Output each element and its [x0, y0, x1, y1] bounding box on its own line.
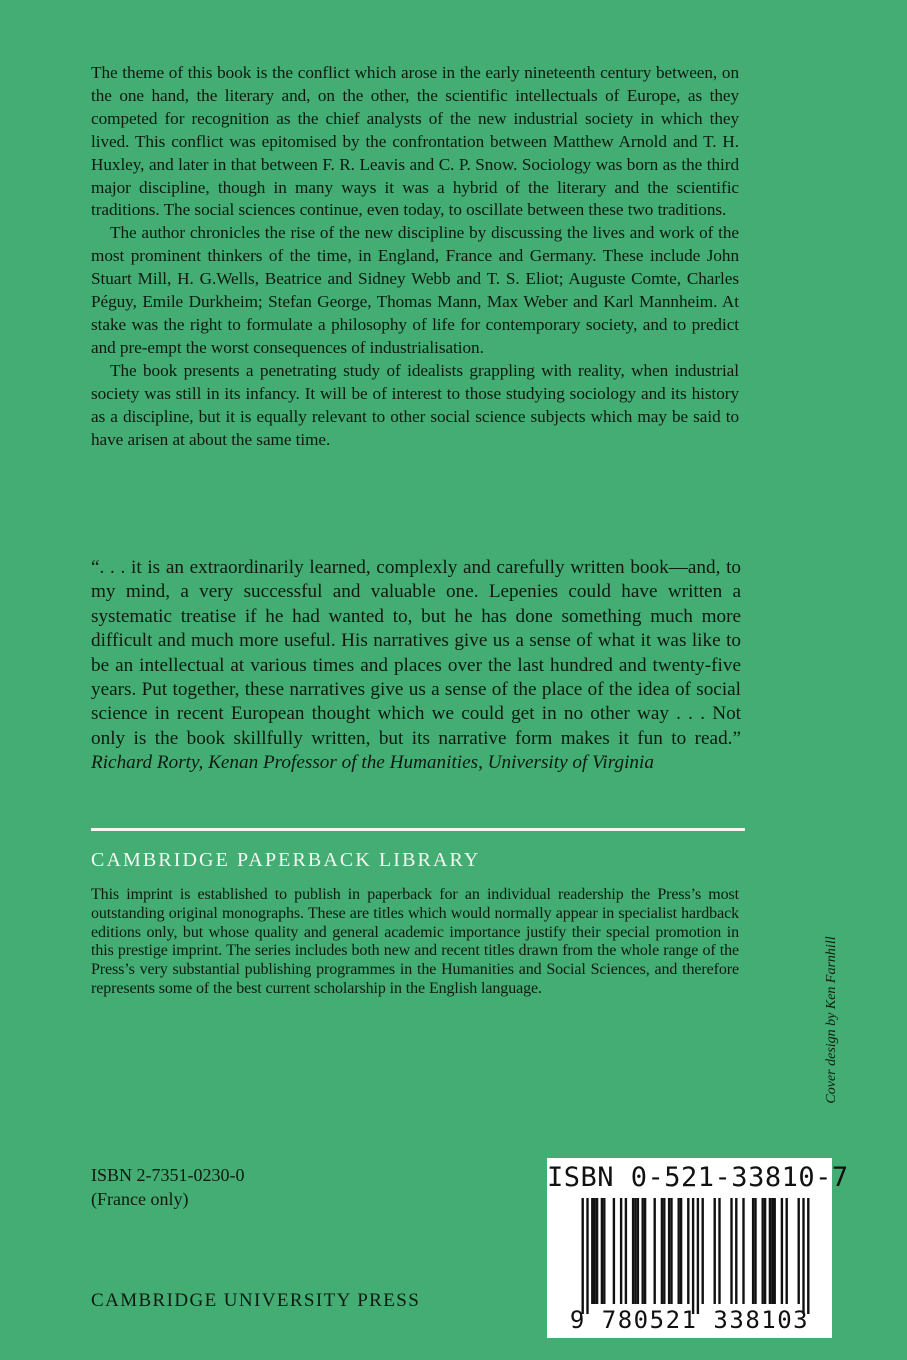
- description-blurb: [91, 62, 739, 451]
- barcode-ean-number: 9 780521 338103: [569, 1306, 810, 1334]
- barcode-bar: [625, 1198, 627, 1304]
- review-quote: [91, 556, 741, 776]
- barcode-bar: [781, 1198, 783, 1304]
- blurb-paragraph-3: The book presents a penetrating study of idealists grappling with reality, when industrial society was still in its infancy. It will be of interest to those studying sociology and its history as a discipline, but it is equally relevant to other social science subjects which may be said to have arisen at about the same time.: [91, 360, 739, 449]
- barcode-bar: [620, 1198, 622, 1304]
- barcode-bar: [774, 1198, 776, 1304]
- barcode-bar: [702, 1198, 704, 1304]
- series-description: [91, 886, 739, 999]
- barcode-bar: [668, 1198, 670, 1304]
- barcode-bar: [663, 1198, 665, 1304]
- barcode-bar: [654, 1198, 656, 1304]
- france-isbn-number: ISBN 2-7351-0230-0: [91, 1165, 245, 1185]
- barcode-bar: [769, 1198, 771, 1304]
- barcode-bar: [742, 1198, 744, 1304]
- review-attribution: Richard Rorty, Kenan Professor of the Humanities, University of Virginia: [91, 752, 654, 774]
- barcode-bar: [771, 1198, 773, 1304]
- barcode-bar: [764, 1198, 766, 1304]
- barcode-bar: [807, 1198, 809, 1314]
- barcode-bar: [718, 1198, 720, 1304]
- barcode-bar: [730, 1198, 732, 1304]
- barcode-bar: [582, 1198, 584, 1314]
- france-isbn-block: [91, 1163, 245, 1211]
- barcode-bar: [687, 1198, 689, 1304]
- barcode-bar: [802, 1198, 804, 1314]
- barcode-bar: [762, 1198, 764, 1304]
- series-title: CAMBRIDGE PAPERBACK LIBRARY: [91, 849, 481, 871]
- barcode-bar: [632, 1198, 634, 1304]
- section-divider: [91, 828, 745, 831]
- barcode-bar: [680, 1198, 682, 1304]
- barcode-bar: [642, 1198, 644, 1304]
- barcode-panel: [547, 1158, 849, 1338]
- cover-design-credit: Cover design by Ken Farnhill: [824, 936, 839, 1104]
- barcode-bar: [735, 1198, 737, 1304]
- barcode-bar: [714, 1198, 716, 1304]
- barcode-bar: [786, 1198, 788, 1304]
- barcode-bar: [591, 1198, 593, 1304]
- blurb-paragraph-2: The author chronicles the rise of the new discipline by discussing the lives and work of the most prominent thinkers of the time, in England, France and Germany. These include John Stuart Mill, H. G.Wells, Beatrice and Sidney Webb and T. S. Eliot; Auguste Comte, Charles Péguy, Emile Durkheim; Stefan George, Thomas Mann, Max Weber and Karl Mannheim. At stake was the right to formulate a philosophy of life for contemporary society, and to predict and pre-empt the worst consequences of industrialisation.: [91, 223, 739, 357]
- series-description-text: This imprint is established to publish in paperback for an individual readership the Press’s most outstanding original monographs. These are titles which would normally appear in specialist hardback editions only, but whose quality and general academic importance justify their special promotion in this prestige imprint. The series includes both new and recent titles drawn from the whole range of the Press’s very substantial publishing programmes in the Humanities and Social Sciences, and therefore represents some of the best current scholarship in the English language.: [91, 886, 739, 997]
- barcode-bar: [637, 1198, 639, 1304]
- barcode-bar: [692, 1198, 694, 1314]
- barcode-bar: [594, 1198, 596, 1304]
- barcode-isbn-label: ISBN 0-521-33810-7: [547, 1162, 849, 1193]
- blurb-paragraph-1: The theme of this book is the conflict which arose in the early nineteenth century between, on the one hand, the literary and, on the other, the scientific intellectuals of Europe, as they competed for recognition as the chief analysts of the new industrial society in which they lived. This conflict was epitomised by the confrontation between Matthew Arnold and T. H. Huxley, and later in that between F. R. Leavis and C. P. Snow. Sociology was born as the third major discipline, though in many ways it was a hybrid of the literary and the scientific traditions. The social sciences continue, even today, to oscillate between these two traditions.: [91, 63, 739, 220]
- barcode-bar: [634, 1198, 636, 1304]
- barcode-bar: [754, 1198, 756, 1304]
- barcode-bar: [798, 1198, 800, 1304]
- barcode-bar: [752, 1198, 754, 1304]
- barcode-bar: [596, 1198, 598, 1304]
- barcode-bar: [644, 1198, 646, 1304]
- barcode-bar: [586, 1198, 588, 1314]
- barcode-bar: [670, 1198, 672, 1304]
- barcode-bar: [601, 1198, 603, 1304]
- review-quote-text: “. . . it is an extraordinarily learned, complexly and carefully written book—and, to my mind, a very successful and valuable one. Lepenies could have written a systematic treatise if he had wanted to, but he has done something much more difficult and much more useful. His narratives give us a sense of what it was like to be an intellectual at various times and places over the last hundred and twenty-five years. Put together, these narratives give us a sense of the place of the idea of social science in recent European thought which we could get in no other way . . . Not only is the book skillfully written, but its narrative form makes it fun to read.”: [91, 557, 741, 749]
- barcode-bar: [613, 1198, 615, 1304]
- barcode-bar: [697, 1198, 699, 1314]
- barcode-bar: [678, 1198, 680, 1304]
- france-isbn-note: (France only): [91, 1189, 189, 1209]
- barcode-bar: [603, 1198, 605, 1304]
- publisher-name: CAMBRIDGE UNIVERSITY PRESS: [91, 1290, 421, 1311]
- barcode-bar: [661, 1198, 663, 1304]
